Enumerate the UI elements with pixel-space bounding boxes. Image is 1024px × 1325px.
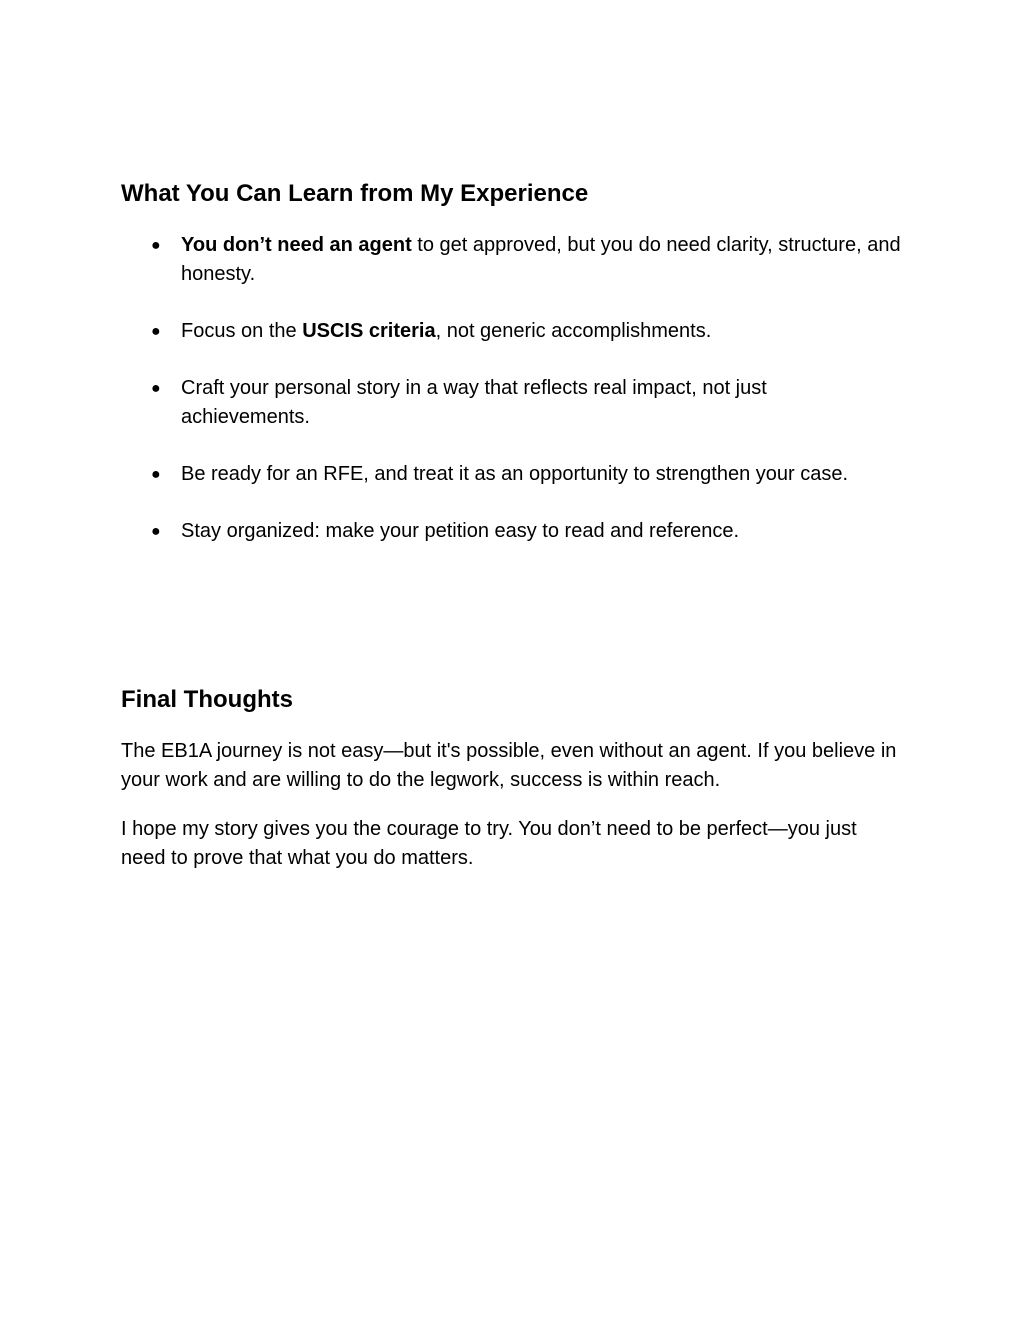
- final-paragraph-1: The EB1A journey is not easy—but it's possible, even without an agent. If you believe in your work and are willing to do the legwork, success is within reach.: [121, 740, 897, 791]
- bullet-icon: ●: [151, 237, 161, 254]
- item-bold-text: USCIS criteria: [302, 320, 436, 342]
- item-text: Craft your personal story in a way that reflects real impact, not just achievements.: [181, 377, 767, 428]
- item-text: Be ready for an RFE, and treat it as an opportunity to strengthen your case.: [181, 463, 849, 485]
- item-text: , not generic accomplishments.: [435, 320, 712, 342]
- bullet-icon: ●: [151, 466, 161, 483]
- item-text: to get approved, but you do need clarity, structure, and honesty.: [181, 234, 901, 285]
- bullet-icon: ●: [151, 323, 161, 340]
- list-item: [121, 517, 901, 546]
- item-bold-text: You don’t need an agent: [181, 234, 412, 256]
- section-heading-final: Final Thoughts: [121, 686, 293, 713]
- section-heading-learn: What You Can Learn from My Experience: [121, 180, 589, 207]
- list-item: [121, 460, 901, 489]
- list-item: [121, 231, 901, 289]
- lessons-list: [121, 231, 901, 574]
- item-text: Stay organized: make your petition easy to read and reference.: [181, 520, 740, 542]
- list-item: [121, 317, 901, 346]
- item-text-prefix: Focus on the: [181, 320, 303, 342]
- list-item: [121, 374, 901, 432]
- bullet-icon: ●: [151, 380, 161, 397]
- final-paragraph-2: I hope my story gives you the courage to try. You don’t need to be perfect—you just need to prove that what you do matters.: [121, 818, 857, 869]
- bullet-icon: ●: [151, 523, 161, 540]
